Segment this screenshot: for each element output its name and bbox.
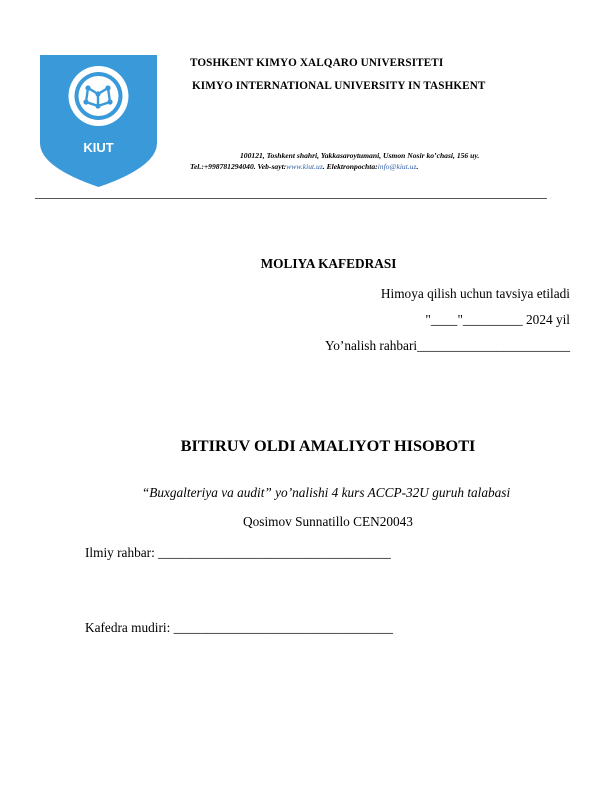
chair-signature-line: Kafedra mudiri: _________________________________ — [85, 620, 394, 635]
logo-text: KIUT — [83, 140, 114, 155]
university-logo — [40, 55, 157, 187]
email-label: . Elektronpochta: — [322, 162, 378, 171]
university-name-en: KIMYO INTERNATIONAL UNIVERSITY IN TASHKENT — [192, 80, 486, 92]
program-line: “Buxgalteriya va audit” yo’nalishi 4 kurs ACCP-32U guruh talabasi — [141, 485, 511, 500]
email-link[interactable]: info@kiut.uz — [377, 162, 417, 171]
contact-end: . — [416, 162, 419, 171]
supervisor-signature-line: Ilmiy rahbar: ___________________________________ — [85, 545, 391, 560]
header-divider — [35, 198, 547, 199]
report-title: BITIRUV OLDI AMALIYOT HISOBOTI — [180, 436, 476, 455]
approval-date-line: "____"_________ 2024 yil — [425, 312, 570, 327]
department-name: MOLIYA KAFEDRASI — [260, 256, 397, 271]
university-address: 100121, Toshkent shahri, Yakkasaroytumani, Usmon Nosir ko’chasi, 156 uy. — [240, 151, 480, 160]
university-name-uz: TOSHKENT KIMYO XALQARO UNIVERSITETI — [190, 57, 444, 69]
website-link[interactable]: www.kiut.uz — [286, 162, 323, 171]
program-head-signature-line: Yo’nalish rahbari_______________________ — [325, 338, 570, 353]
approval-text: Himoya qilish uchun tavsiya etiladi — [380, 286, 570, 301]
student-name: Qosimov Sunnatillo CEN20043 — [243, 514, 413, 529]
contact-line — [190, 162, 418, 171]
phone-label: Tel.:+998781294040. Veb-sayt: — [190, 162, 287, 171]
